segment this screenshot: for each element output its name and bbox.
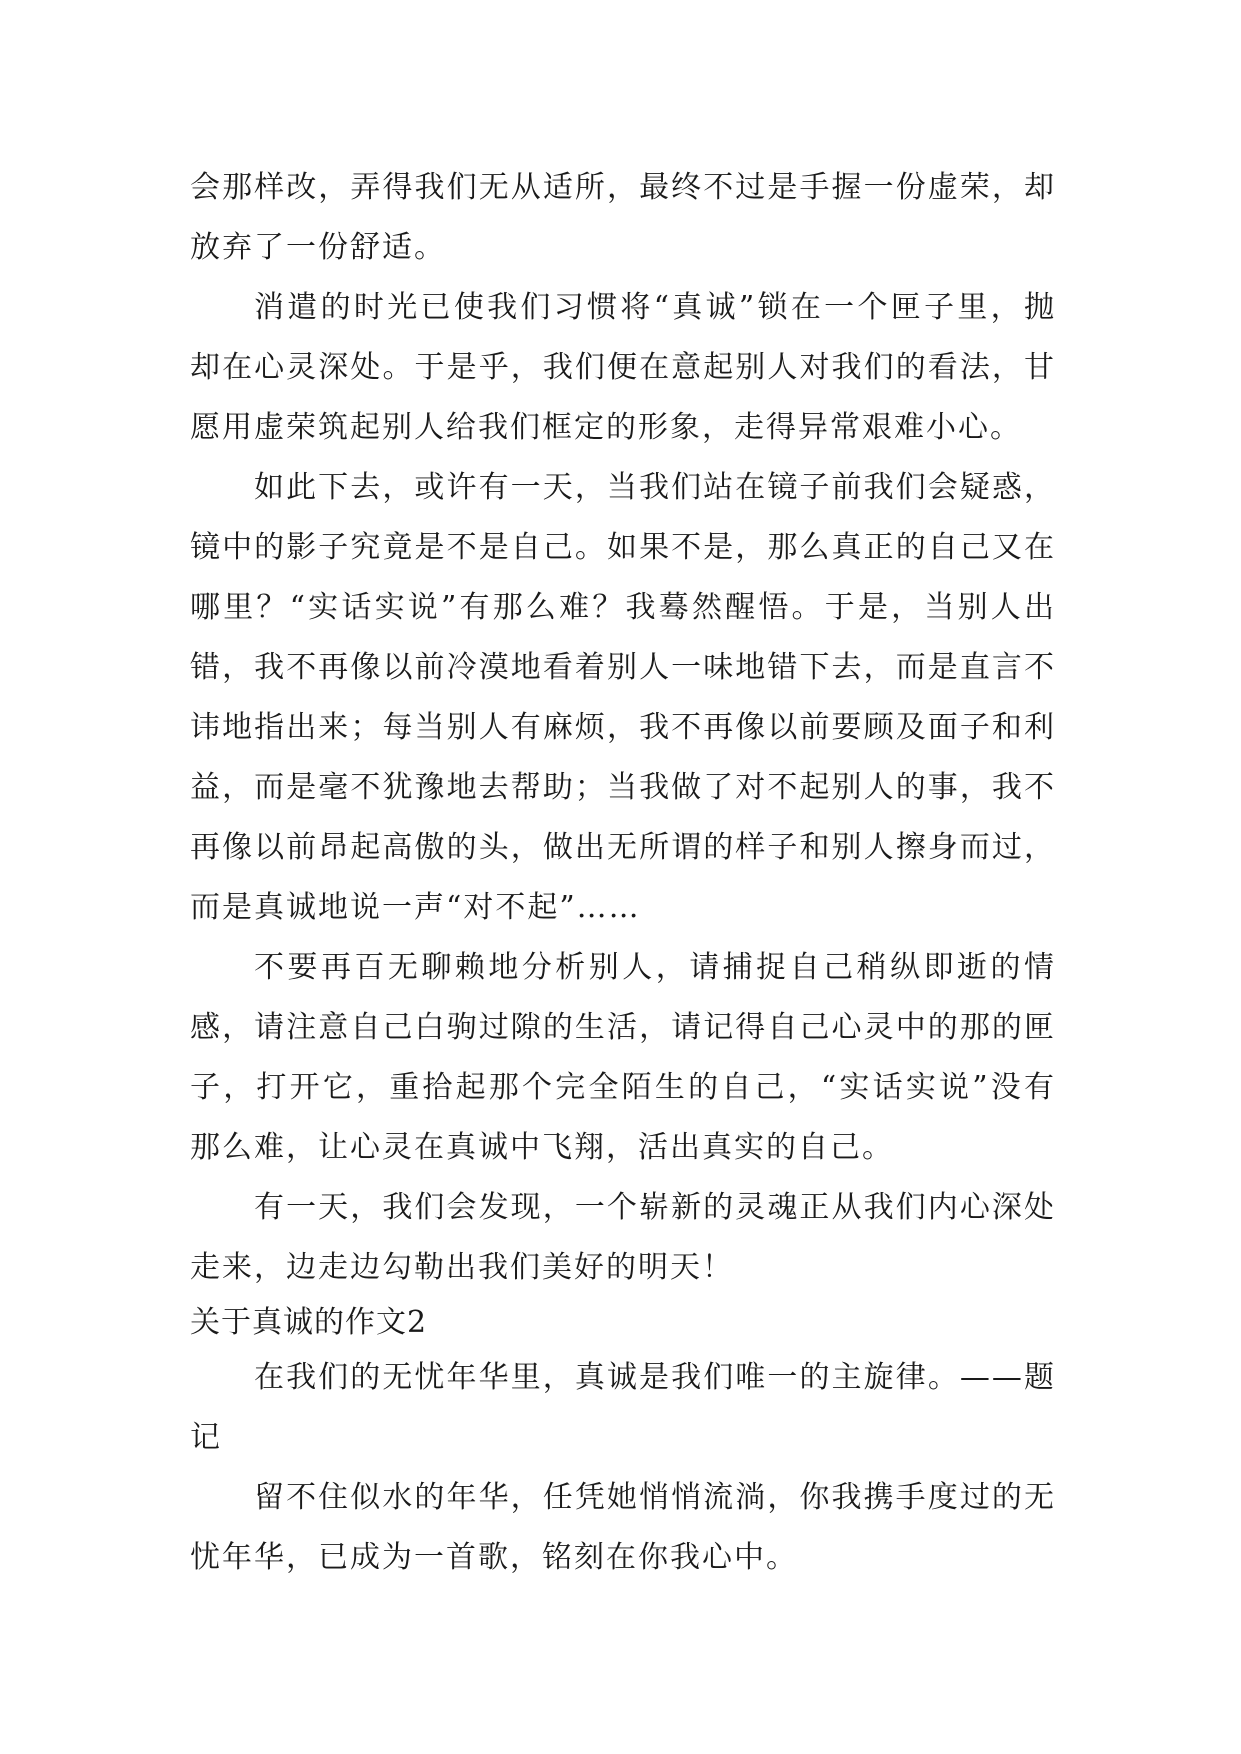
essay-heading: 关于真诚的作文2 — [190, 1305, 428, 1340]
document-body — [190, 158, 1056, 1588]
paragraph-continued: 会那样改，弄得我们无从适所，最终不过是手握一份虚荣，却放弃了一份舒适。 — [190, 170, 1056, 265]
paragraph-sincerity-box: 消遣的时光已使我们习惯将“真诚”锁在一个匣子里，抛却在心灵深处。于是乎，我们便在意起别人对我们的看法，甘愿用虚荣筑起别人给我们框定的形象，走得异常艰难小心。 — [190, 290, 1056, 445]
paragraph-epigraph: 在我们的无忧年华里，真诚是我们唯一的主旋律。——题记 — [190, 1360, 1056, 1455]
paragraph-mirror: 如此下去，或许有一天，当我们站在镜子前我们会疑惑，镜中的影子究竟是不是自己。如果不是，那么真正的自己又在哪里？“实话实说”有那么难？我蓦然醒悟。于是，当别人出错，我不再像以前冷漠地看着别人一味地错下去，而是直言不讳地指出来；每当别人有麻烦，我不再像以前要顾及面子和利益，而是毫不犹豫地去帮助；当我做了对不起别人的事，我不再像以前昂起高傲的头，做出无所谓的样子和别人擦身而过，而是真诚地说一声“对不起”…… — [190, 470, 1056, 925]
paragraph-carefree-years: 留不住似水的年华，任凭她悄悄流淌，你我携手度过的无忧年华，已成为一首歌，铭刻在你我心中。 — [190, 1480, 1056, 1575]
paragraph-new-soul: 有一天，我们会发现，一个崭新的灵魂正从我们内心深处走来，边走边勾勒出我们美好的明天！ — [190, 1190, 1056, 1285]
paragraph-capture-self: 不要再百无聊赖地分析别人，请捕捉自己稍纵即逝的情感，请注意自己白驹过隙的生活，请记得自己心灵中的那的匣子，打开它，重拾起那个完全陌生的自己，“实话实说”没有那么难，让心灵在真诚中飞翔，活出真实的自己。 — [190, 950, 1056, 1165]
